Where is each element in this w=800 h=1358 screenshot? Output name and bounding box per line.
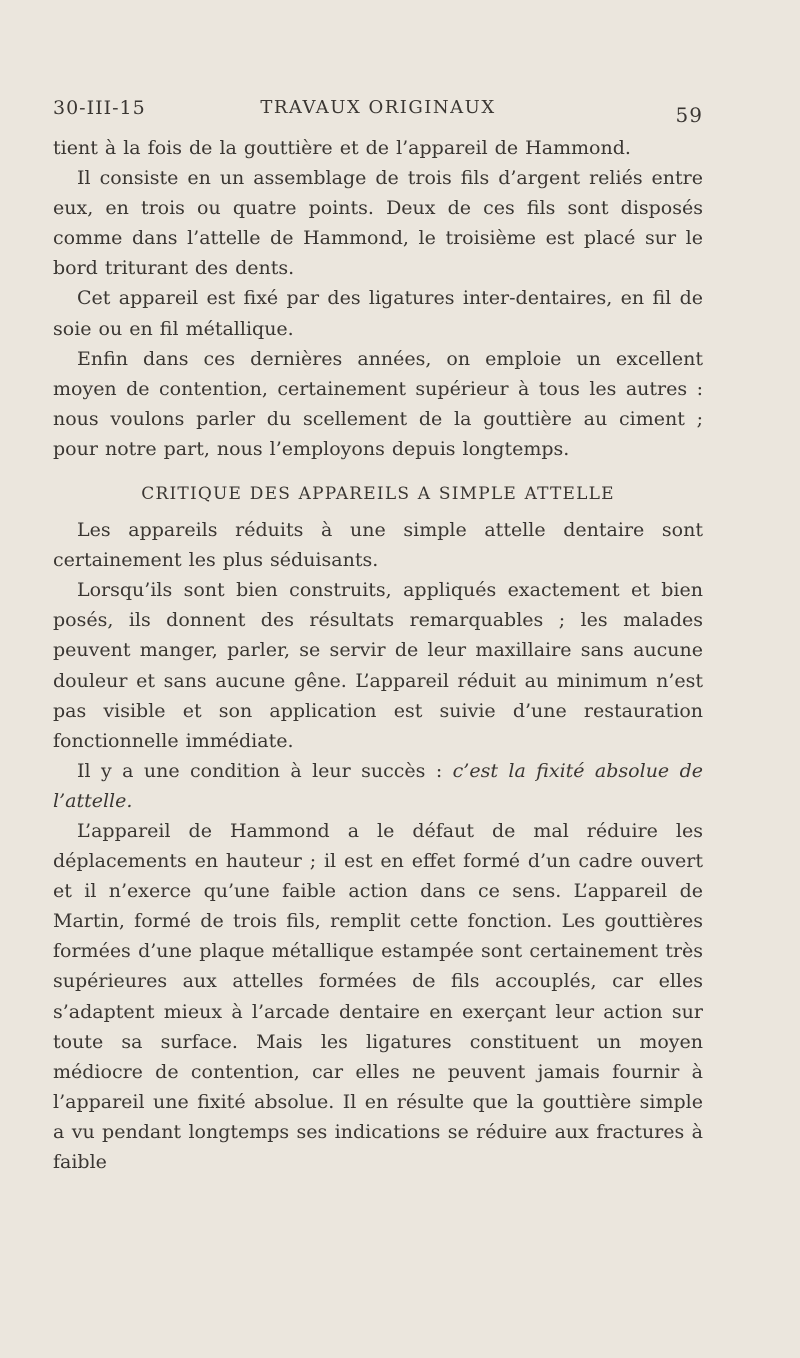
header-running-title: TRAVAUX ORIGINAUX	[260, 97, 496, 118]
paragraph-2: Il consiste en un assemblage de trois fils d’argent reliés entre eux, en trois ou quatre points. Deux de ces fils sont disposés comme dans l’attelle de Hammond, le troisième est placé sur le bord triturant des dents.	[53, 167, 703, 280]
paragraph-3: Cet appareil est fixé par des ligatures inter-dentaires, en fil de soie ou en fil métallique.	[53, 287, 703, 340]
running-header	[53, 97, 703, 127]
paragraph-7-lead: Il y a une condition à leur succès :	[77, 759, 453, 782]
paragraph-4: Enfin dans ces dernières années, on emploie un excellent moyen de contention, certainement supérieur à tous les autres : nous voulons parler du scellement de la gouttière au ciment ; pour notre part, nous l’employons depuis longtemps.	[53, 347, 703, 460]
header-date: 30-III-15	[53, 97, 146, 119]
paragraph-7-emphasis: c’est la fixité absolue de l’attelle.	[53, 759, 703, 812]
body-text	[53, 133, 703, 1177]
paragraph-5: Les appareils réduits à une simple attelle dentaire sont certainement les plus séduisants.	[53, 519, 703, 572]
paragraph-6: Lorsqu’ils sont bien construits, appliqués exactement et bien posés, ils donnent des résultats remarquables ; les malades peuvent manger, parler, se servir de leur maxillaire sans aucune douleur et sans aucune gêne. L’appareil réduit au minimum n’est pas visible et son application est suivie d’une restauration fonctionnelle immédiate.	[53, 579, 703, 752]
page-number: 59	[675, 103, 703, 127]
paragraph-1: tient à la fois de la gouttière et de l’appareil de Hammond.	[53, 137, 631, 159]
section-heading: CRITIQUE DES APPAREILS A SIMPLE ATTELLE	[141, 484, 615, 505]
paragraph-7	[53, 756, 703, 816]
paragraph-8: L’appareil de Hammond a le défaut de mal réduire les déplacements en hauteur ; il est en effet formé d’un cadre ouvert et il n’exerce qu’une faible action dans ce sens. L’appareil de Martin, formé de trois fils, remplit cette fonction. Les gouttières formées d’une plaque métallique estampée sont certainement très supérieures aux attelles formées de fils accouplés, car elles s’adaptent mieux à l’arcade dentaire en exerçant leur action sur toute sa surface. Mais les ligatures constituent un moyen médiocre de contention, car elles ne peuvent jamais fournir à l’appareil une fixité absolue. Il en résulte que la gouttière simple a vu pendant longtemps ses indications se réduire aux fractures à faible	[53, 819, 703, 1173]
